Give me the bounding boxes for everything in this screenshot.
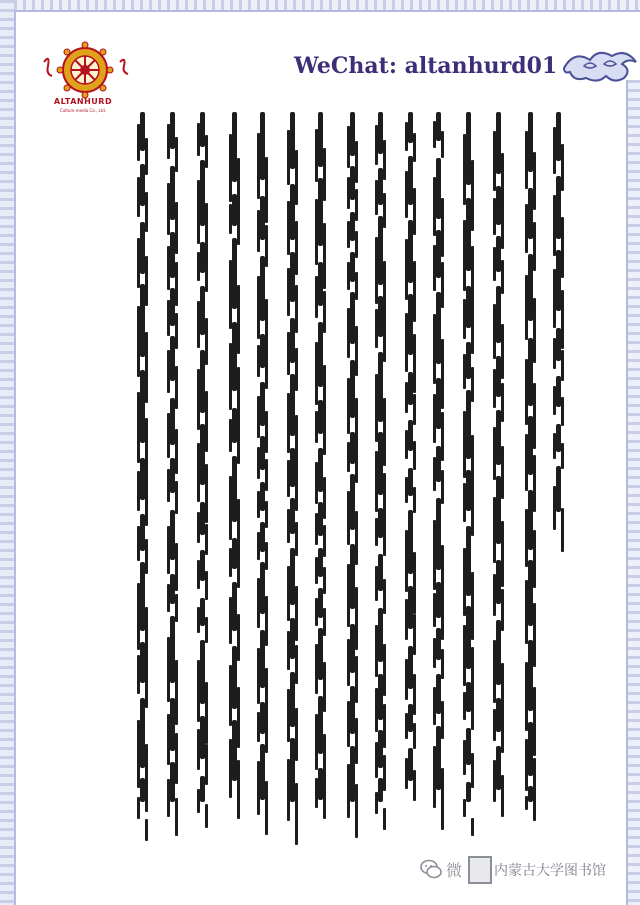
script-word [200, 286, 205, 335]
script-word [378, 296, 383, 337]
script-word [170, 458, 175, 493]
script-word [408, 294, 413, 355]
script-word [378, 778, 383, 802]
script-word [556, 112, 561, 161]
script-word [436, 582, 441, 618]
script-word [232, 582, 237, 631]
script-word [318, 696, 323, 754]
script-word [232, 112, 237, 182]
script-word [140, 112, 145, 151]
script-word [350, 360, 355, 418]
script-word [200, 502, 205, 535]
script-word [496, 746, 501, 790]
script-word [466, 470, 471, 511]
script-word [350, 252, 355, 282]
wechat-icon [420, 858, 442, 880]
script-word [140, 778, 145, 802]
script-word [260, 744, 265, 800]
script-word [140, 222, 145, 274]
script-word [350, 212, 355, 241]
script-word [318, 262, 323, 306]
script-word [200, 716, 205, 759]
script-word [408, 220, 413, 283]
script-word [556, 176, 561, 239]
script-word [496, 698, 501, 732]
script-word [290, 112, 295, 169]
script-word [408, 586, 413, 629]
script-word [466, 390, 471, 459]
script-word [350, 686, 355, 734]
script-word [556, 328, 561, 361]
script-word [408, 646, 413, 689]
text-column [370, 112, 392, 802]
script-word [290, 548, 295, 605]
script-word [466, 286, 471, 328]
script-word [232, 238, 237, 309]
script-word [466, 728, 471, 765]
script-word [528, 490, 533, 550]
script-word [556, 250, 561, 311]
script-word [350, 432, 355, 464]
script-word [260, 112, 265, 180]
script-word [260, 482, 265, 511]
script-word [378, 674, 383, 720]
script-word [260, 522, 265, 552]
cloud-ornament-icon [560, 46, 640, 90]
text-column [224, 112, 246, 802]
script-word [140, 514, 145, 551]
script-word [140, 284, 145, 357]
script-word [436, 378, 441, 429]
script-word [378, 608, 383, 662]
left-border [0, 0, 16, 905]
script-word [496, 236, 501, 272]
script-word [260, 562, 265, 614]
right-border [626, 80, 640, 905]
script-word [170, 336, 175, 381]
text-column [282, 112, 304, 802]
script-word [232, 538, 237, 569]
script-word [260, 702, 265, 734]
script-word [290, 738, 295, 802]
script-word [496, 410, 501, 465]
script-word [350, 624, 355, 673]
script-word [200, 112, 205, 147]
text-column [192, 112, 214, 802]
script-word [466, 606, 471, 669]
script-word [466, 526, 471, 596]
script-word [528, 560, 533, 626]
script-word [290, 498, 295, 534]
script-word [170, 574, 175, 604]
text-column [428, 112, 450, 802]
script-word [528, 338, 533, 406]
script-word [408, 156, 413, 205]
script-word [436, 726, 441, 790]
script-word [378, 216, 383, 285]
script-word [290, 184, 295, 240]
wechat-id: WeChat: altanhurd01 [294, 53, 558, 79]
script-word [350, 474, 355, 530]
wechat-char: 微 [446, 861, 463, 880]
script-word [408, 468, 413, 496]
script-word [170, 510, 175, 560]
script-word [200, 640, 205, 704]
script-word [436, 112, 441, 141]
script-word [200, 776, 205, 802]
text-column [458, 112, 480, 802]
script-word [170, 288, 175, 326]
top-border [14, 0, 640, 12]
script-word [408, 372, 413, 405]
mongolian-text-body [48, 100, 608, 890]
script-word [318, 112, 323, 167]
script-word [408, 510, 413, 574]
script-word [260, 436, 265, 470]
script-word [436, 446, 441, 482]
watermark-text: 内蒙古大学图书馆 [494, 863, 606, 879]
script-word [318, 448, 323, 492]
script-word [466, 112, 471, 185]
script-word [350, 544, 355, 609]
script-word [290, 672, 295, 727]
script-word [170, 112, 175, 149]
script-word [408, 420, 413, 451]
script-word [436, 498, 441, 570]
script-word [436, 292, 441, 364]
script-word [290, 318, 295, 363]
script-word [290, 448, 295, 487]
script-word [408, 748, 413, 781]
script-word [350, 166, 355, 200]
script-word [496, 476, 501, 544]
script-word [350, 112, 355, 156]
script-word [260, 256, 265, 321]
script-word [140, 698, 145, 768]
script-word [408, 112, 413, 143]
script-word [140, 370, 145, 443]
script-word [496, 186, 501, 225]
text-column [488, 112, 510, 802]
script-word [496, 620, 501, 685]
script-word [556, 376, 561, 407]
text-column [252, 112, 274, 802]
text-column [342, 112, 364, 802]
script-word [140, 642, 145, 683]
script-word [170, 398, 175, 445]
script-word [378, 730, 383, 768]
script-word [528, 416, 533, 475]
script-word [436, 674, 441, 714]
script-word [378, 168, 383, 205]
script-word [528, 112, 533, 172]
script-word [318, 400, 323, 434]
script-word [200, 242, 205, 273]
script-word [466, 782, 471, 802]
script-word [170, 762, 175, 802]
script-word [170, 698, 175, 751]
script-word [200, 160, 205, 226]
script-word [436, 628, 441, 660]
script-word [378, 508, 383, 538]
script-word [232, 408, 237, 443]
script-word [200, 350, 205, 413]
script-word [260, 630, 265, 688]
script-word [466, 682, 471, 712]
script-word [290, 374, 295, 436]
text-column [520, 112, 542, 802]
script-word [290, 618, 295, 659]
script-word [200, 550, 205, 581]
script-word [378, 112, 383, 154]
script-word [378, 554, 383, 591]
script-word [496, 286, 501, 343]
script-word [318, 322, 323, 387]
text-column [132, 112, 154, 802]
script-word [318, 768, 323, 800]
script-word [378, 352, 383, 422]
script-word [318, 548, 323, 577]
script-word [378, 432, 383, 495]
script-word [528, 640, 533, 711]
script-word [350, 746, 355, 802]
script-word [140, 562, 145, 631]
script-word [466, 198, 471, 271]
script-word [318, 502, 323, 536]
script-word [528, 254, 533, 321]
script-word [232, 456, 237, 522]
script-word [200, 598, 205, 626]
script-word [200, 424, 205, 485]
script-word [260, 196, 265, 240]
script-word [140, 458, 145, 500]
script-word [466, 342, 471, 379]
script-word [528, 786, 533, 802]
script-word [232, 194, 237, 226]
script-word [496, 112, 501, 174]
script-word [140, 164, 145, 206]
script-word [496, 560, 501, 604]
logo-subtitle: Culture media Co., Ltd. [59, 108, 107, 113]
script-word [232, 720, 237, 781]
script-word [318, 628, 323, 680]
script-word [528, 722, 533, 776]
text-column [548, 112, 570, 512]
script-word [260, 334, 265, 368]
script-word [496, 356, 501, 397]
script-word [260, 382, 265, 426]
script-word [436, 158, 441, 219]
logo-name: ALTANHURD [53, 97, 113, 106]
script-word [232, 646, 237, 709]
text-column [310, 112, 332, 802]
script-word [318, 178, 323, 246]
text-column [162, 112, 184, 802]
script-word [556, 424, 561, 452]
script-word [170, 616, 175, 683]
script-word [528, 188, 533, 239]
watermark-square-icon [468, 856, 492, 884]
watermark [420, 852, 625, 892]
text-column [400, 112, 422, 802]
script-word [408, 704, 413, 732]
script-word [350, 292, 355, 344]
script-word [170, 232, 175, 278]
script-word [318, 588, 323, 618]
script-word [436, 230, 441, 278]
script-word [170, 166, 175, 220]
script-word [232, 322, 237, 391]
script-word [556, 466, 561, 512]
script-word [290, 252, 295, 302]
